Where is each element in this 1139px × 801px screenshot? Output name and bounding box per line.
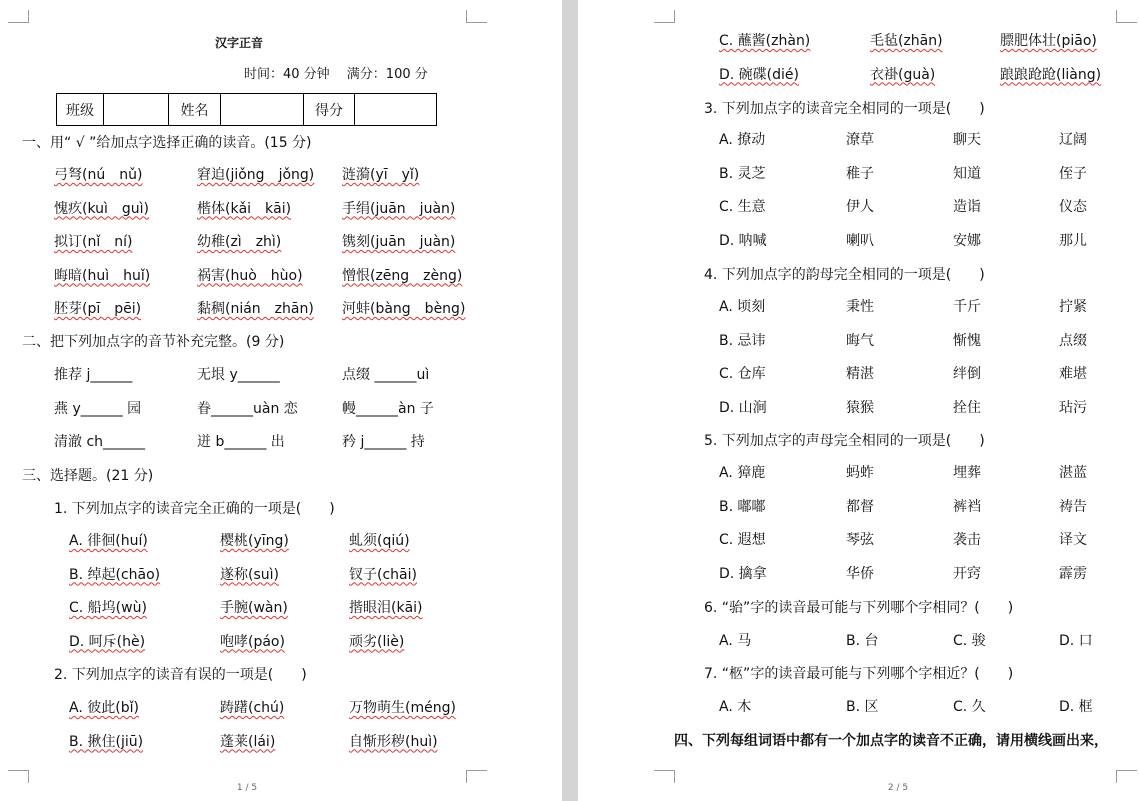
option-item: 霹雳 xyxy=(1059,565,1087,582)
option-item: 埋葬 xyxy=(953,465,981,481)
option-item: 精湛 xyxy=(846,366,874,382)
pinyin-choice-item: 胚芽(pī pēi) xyxy=(54,301,142,317)
option-item: B. 嘟嘟 xyxy=(719,498,766,515)
option-item: D. 呐喊 xyxy=(719,232,767,249)
option-item: A. 顷刻 xyxy=(719,299,766,315)
option-item: 那儿 xyxy=(1059,232,1087,249)
question-2: 2. 下列加点字的读音有误的一项是( ) xyxy=(54,667,307,683)
pinyin-choice-item: 楷体(kǎi kāi) xyxy=(197,200,292,217)
option-item: 潦草 xyxy=(846,132,874,148)
option-item: C. 遐想 xyxy=(719,532,766,548)
option-item: 秉性 xyxy=(846,299,874,315)
option-item: D. 碗碟(dié) xyxy=(719,66,799,83)
option-item: 踌躇(chú) xyxy=(220,700,285,716)
option-item: 译文 xyxy=(1059,532,1087,548)
option-item: B. 绰起(chāo) xyxy=(69,566,161,583)
option-item: A. 马 xyxy=(719,633,752,649)
section-2-heading: 二、把下列加点字的音节补充完整。(9 分) xyxy=(22,334,285,350)
section-3-heading: 三、选择题。(21 分) xyxy=(22,468,154,484)
pinyin-choice-item: 拟订(nǐ ní) xyxy=(54,234,133,250)
document-page-1 xyxy=(0,0,562,801)
option-item: 猿猴 xyxy=(846,399,874,416)
pinyin-choice-item: 手绢(juān juàn) xyxy=(342,200,456,217)
option-item: 遂称(suì) xyxy=(220,566,279,583)
option-item: C. 船坞(wù) xyxy=(69,600,147,616)
crop-mark xyxy=(466,10,487,23)
option-item: 蚂蚱 xyxy=(846,465,874,481)
syllable-fill-item: 无垠 y______ xyxy=(197,367,280,383)
pinyin-choice-item: 镌刻(juān juàn) xyxy=(342,234,456,250)
option-item: D. 擒拿 xyxy=(719,565,767,582)
option-item: 安娜 xyxy=(953,232,981,249)
option-item: C. 仓库 xyxy=(719,366,766,382)
pinyin-choice-item: 河蚌(bàng bèng) xyxy=(342,301,466,317)
pinyin-choice-item: 黏稠(nián zhān) xyxy=(197,301,314,317)
option-item: 自惭形秽(huì) xyxy=(349,733,438,750)
option-item: A. 徘徊(huí) xyxy=(69,533,148,549)
option-item: D. 框 xyxy=(1059,699,1093,715)
option-item: 万物萌生(méng) xyxy=(349,700,456,716)
crop-mark xyxy=(1116,770,1137,783)
option-item: 点缀 xyxy=(1059,332,1087,349)
score-label: 得分 xyxy=(304,94,355,126)
crop-mark xyxy=(8,10,29,23)
syllable-fill-item: 点缀 ______uì xyxy=(342,367,430,383)
option-item: 绊倒 xyxy=(953,366,981,382)
option-item: 喇叭 xyxy=(846,232,874,249)
option-item: 难堪 xyxy=(1059,366,1087,382)
question-3: 3. 下列加点字的读音完全相同的一项是( ) xyxy=(704,101,985,117)
option-item: 惭愧 xyxy=(953,332,981,349)
question-7: 7. “柩”字的读音最可能与下列哪个字相近？( ) xyxy=(704,666,1014,682)
option-item: C. 骏 xyxy=(953,633,986,649)
document-page-2 xyxy=(578,0,1139,801)
question-6: 6. “骀”字的读音最可能与下列哪个字相同？( ) xyxy=(704,600,1014,616)
option-item: 华侨 xyxy=(846,565,874,582)
crop-mark xyxy=(654,10,675,23)
option-item: 踉踉跄跄(liàng) xyxy=(1000,66,1102,83)
option-item: C. 生意 xyxy=(719,199,766,215)
page-number: 2 / 5 xyxy=(887,783,909,793)
pinyin-choice-item: 愧疚(kuì guì) xyxy=(54,200,150,217)
score-field[interactable] xyxy=(355,94,437,126)
option-item: D. 呵斥(hè) xyxy=(69,633,146,650)
option-item: 晦气 xyxy=(846,332,874,349)
syllable-fill-item: 迸 b______ 出 xyxy=(197,434,285,450)
option-item: 袭击 xyxy=(953,532,981,548)
option-item: 辽阔 xyxy=(1059,132,1087,148)
crop-mark xyxy=(1116,10,1137,23)
class-label: 班级 xyxy=(57,94,104,126)
pinyin-choice-item: 憎恨(zēng zèng) xyxy=(342,267,463,284)
option-item: B. 灵芝 xyxy=(719,165,766,182)
option-item: 毛毡(zhān) xyxy=(870,33,943,49)
pinyin-choice-item: 晦暗(huì huǐ) xyxy=(54,267,151,284)
option-item: 蓬莱(lái) xyxy=(220,733,276,750)
option-item: 千斤 xyxy=(953,299,981,315)
section-4-heading: 四、下列每组词语中都有一个加点字的读音不正确，请用横线画出来， xyxy=(674,733,1108,749)
option-item: D. 山涧 xyxy=(719,399,767,416)
option-item: 都督 xyxy=(846,498,874,515)
option-item: 稚子 xyxy=(846,165,874,182)
syllable-fill-item: 清澈 ch______ xyxy=(54,434,146,450)
option-item: A. 獐鹿 xyxy=(719,465,766,481)
option-item: A. 木 xyxy=(719,699,752,715)
name-field[interactable] xyxy=(221,94,304,126)
option-item: 拧紧 xyxy=(1059,299,1087,315)
option-item: 揩眼泪(kāi) xyxy=(349,600,423,616)
option-item: 祷告 xyxy=(1059,498,1087,515)
option-item: 仪态 xyxy=(1059,199,1087,215)
syllable-fill-item: 眷______uàn 恋 xyxy=(197,400,298,417)
option-item: 咆哮(páo) xyxy=(220,633,285,650)
name-label: 姓名 xyxy=(169,94,221,126)
pinyin-choice-item: 祸害(huò hùo) xyxy=(197,267,303,284)
option-item: 衣褂(guà) xyxy=(870,66,936,83)
page-number: 1 / 5 xyxy=(236,783,258,793)
section-1-heading: 一、用“ √ ”给加点字选择正确的读音。(15 分) xyxy=(22,135,312,151)
option-item: 造诣 xyxy=(953,199,981,215)
option-item: 钗子(chāi) xyxy=(349,566,417,583)
pinyin-choice-item: 窘迫(jiǒng jǒng) xyxy=(197,167,315,183)
option-item: 湛蓝 xyxy=(1059,465,1087,481)
question-5: 5. 下列加点字的声母完全相同的一项是( ) xyxy=(704,433,985,449)
option-item: A. 撩动 xyxy=(719,132,766,148)
crop-mark xyxy=(654,770,675,783)
option-item: 伊人 xyxy=(846,199,874,215)
option-item: 樱桃(yīng) xyxy=(220,533,289,549)
question-1: 1. 下列加点字的读音完全正确的一项是( ) xyxy=(54,501,335,517)
time-and-score-info: 时间：40 分钟 满分：100 分 xyxy=(244,67,428,82)
option-item: 知道 xyxy=(953,165,981,182)
option-item: A. 彼此(bǐ) xyxy=(69,700,139,716)
option-item: 开窍 xyxy=(953,565,981,582)
syllable-fill-item: 幔______àn 子 xyxy=(342,400,434,417)
pinyin-choice-item: 幼稚(zì zhì) xyxy=(197,234,282,250)
option-item: 膘肥体壮(piāo) xyxy=(1000,33,1097,49)
option-item: C. 久 xyxy=(953,699,986,715)
option-item: B. 台 xyxy=(846,633,879,649)
option-item: C. 蘸酱(zhàn) xyxy=(719,33,811,49)
syllable-fill-item: 矜 j______ 持 xyxy=(342,434,425,450)
option-item: B. 忌讳 xyxy=(719,332,766,349)
option-item: D. 口 xyxy=(1059,633,1093,649)
option-item: 手腕(wàn) xyxy=(220,600,288,616)
syllable-fill-item: 推荐 j______ xyxy=(54,367,133,383)
page-gutter xyxy=(562,0,578,801)
document-title: 汉字正音 xyxy=(215,36,264,50)
pinyin-choice-item: 弓弩(nú nǔ) xyxy=(54,167,143,183)
class-field[interactable] xyxy=(104,94,169,126)
option-item: 拴住 xyxy=(953,399,981,416)
option-item: 玷污 xyxy=(1059,399,1087,416)
syllable-fill-item: 燕 y______ 园 xyxy=(54,400,142,417)
option-item: B. 区 xyxy=(846,699,879,715)
option-item: 顽劣(liè) xyxy=(349,633,405,650)
student-info-table xyxy=(56,93,437,126)
option-item: 琴弦 xyxy=(846,532,874,548)
crop-mark xyxy=(466,770,487,783)
option-item: 裤裆 xyxy=(953,498,981,515)
option-item: 虬须(qiú) xyxy=(349,533,410,549)
option-item: B. 揪住(jiū) xyxy=(69,733,144,750)
question-4: 4. 下列加点字的韵母完全相同的一项是( ) xyxy=(704,267,985,283)
crop-mark xyxy=(8,770,29,783)
option-item: 聊天 xyxy=(953,132,981,148)
pinyin-choice-item: 涟漪(yī yǐ) xyxy=(342,167,420,183)
option-item: 侄子 xyxy=(1059,165,1087,182)
